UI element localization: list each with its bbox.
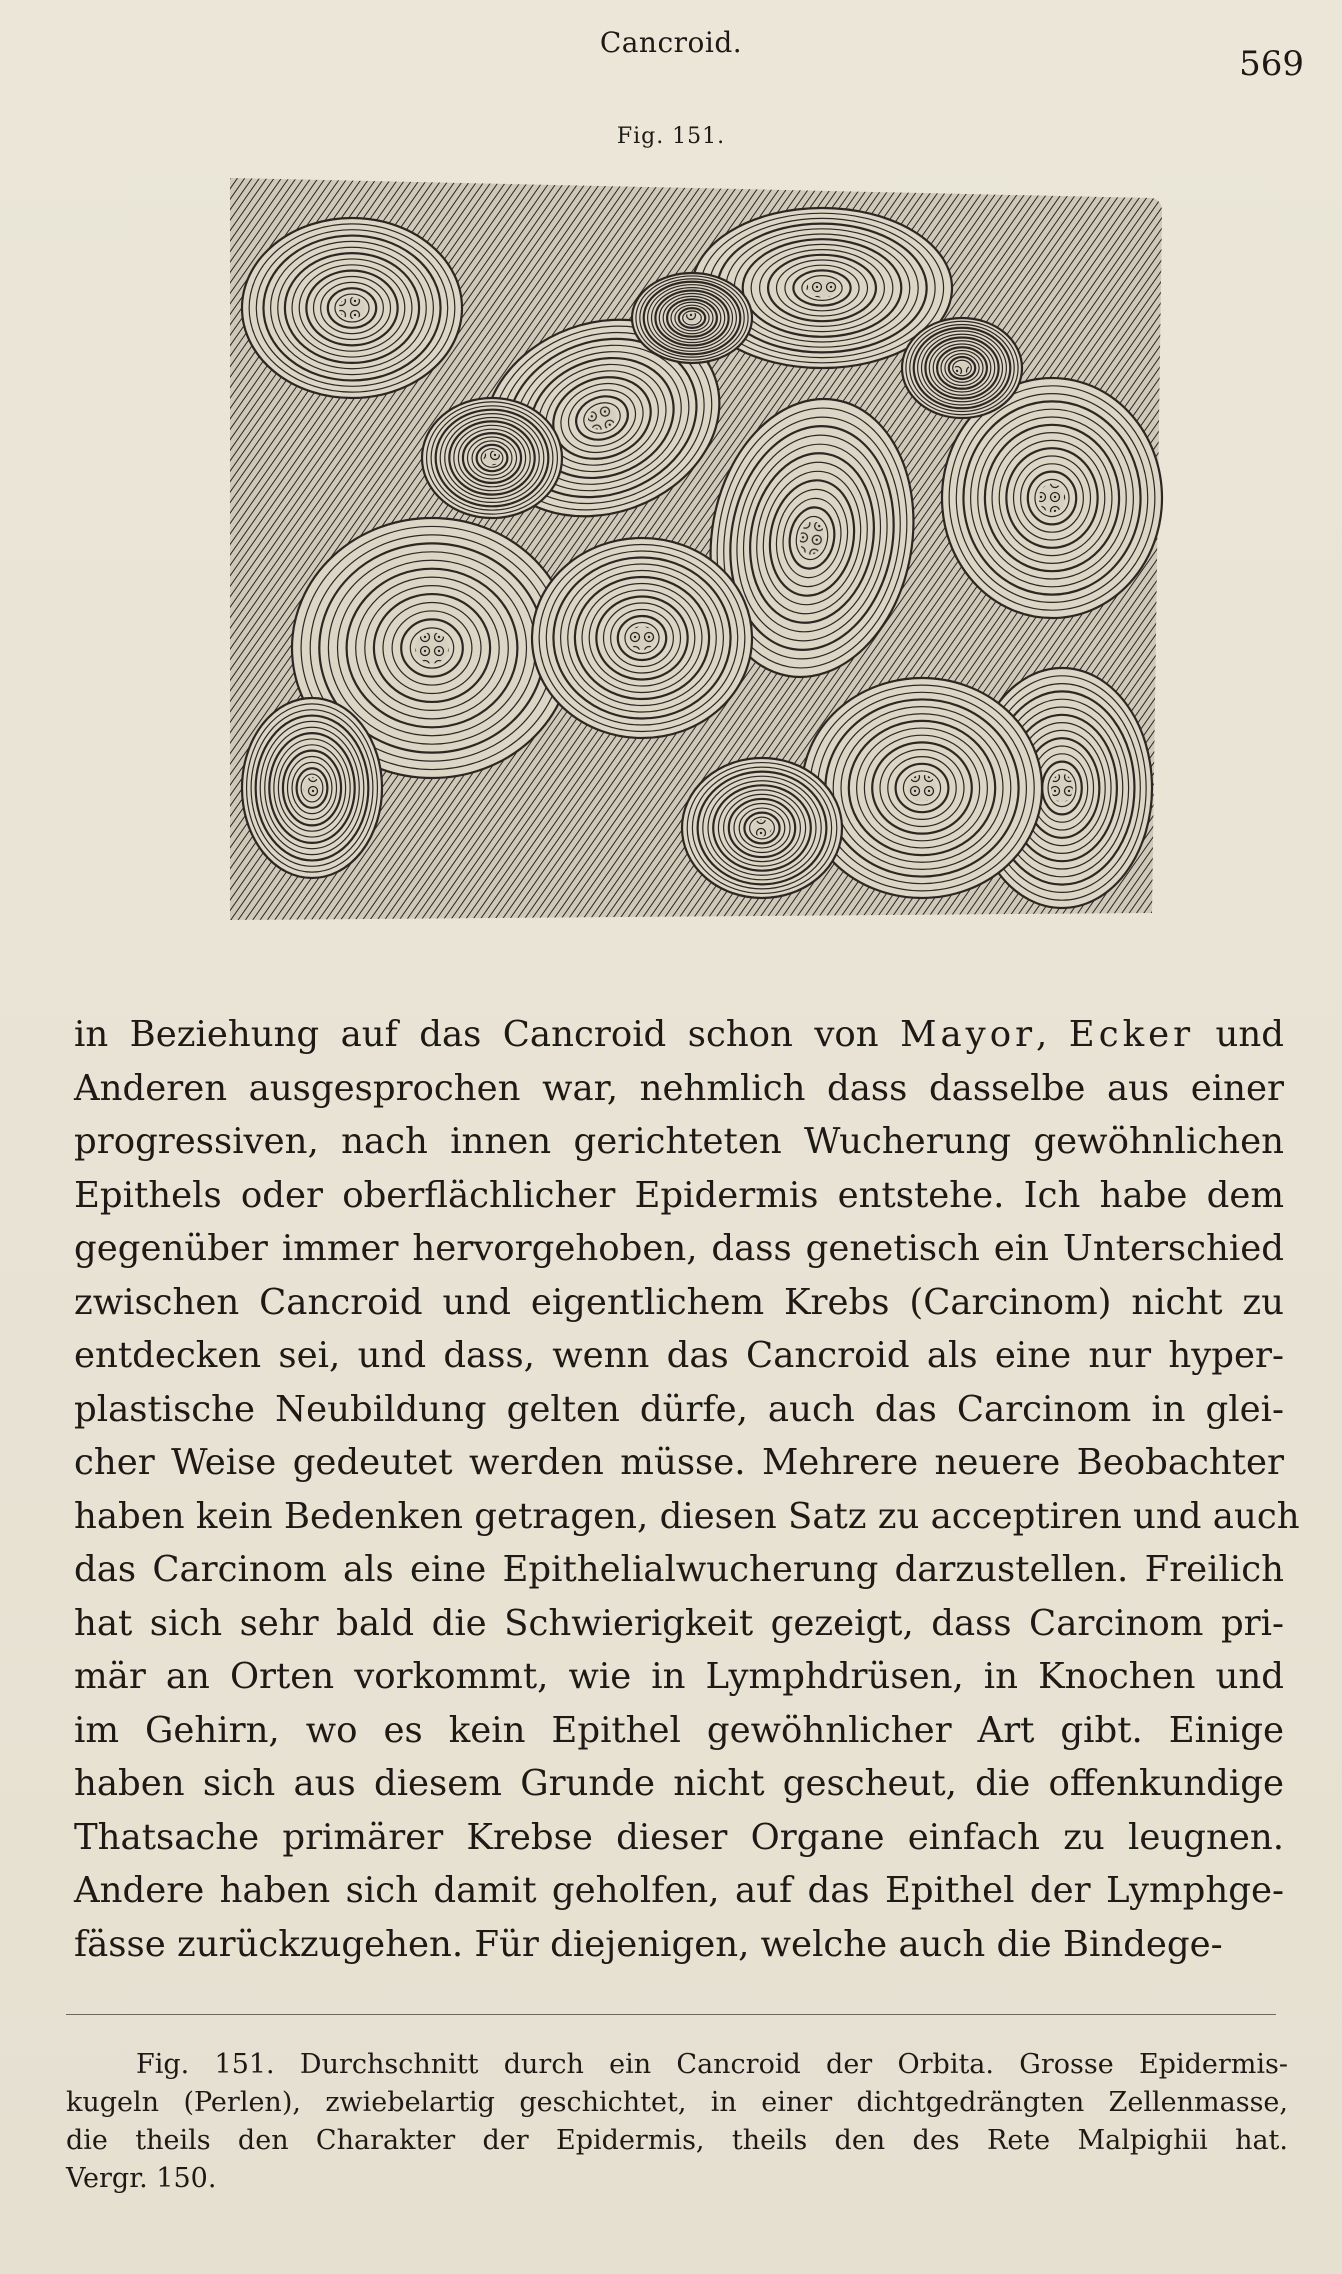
body-line xyxy=(74,1062,1284,1116)
body-line xyxy=(74,1490,1300,1544)
body-text-segment: hat sich sehr bald die Schwierigkeit gezeigt, dass Carcinom pri- xyxy=(74,1602,1284,1644)
body-text-segment: mär an Orten vorkommt, wie in Lymphdrüsen, in Knochen und xyxy=(74,1656,1284,1697)
footnote-rule xyxy=(66,2014,1276,2015)
body-text-segment: das Carcinom als eine Epithelialwucherung darzustellen. Freilich xyxy=(74,1549,1284,1590)
body-line xyxy=(74,1222,1284,1276)
body-line xyxy=(74,1757,1284,1811)
body-text-segment: im Gehirn, wo es kein Epithel gewöhnlicher Art gibt. Einige xyxy=(74,1709,1284,1751)
figure-caption xyxy=(66,2046,1288,2198)
body-text-segment: fässe zurückzugehen. Für diejenigen, welche auch die Bindege- xyxy=(74,1923,1223,1965)
caption-line: die theils den Charakter der Epidermis, theils den des Rete Malpighii hat. xyxy=(66,2125,1288,2156)
body-line xyxy=(74,1115,1284,1169)
body-text-segment: gegenüber immer hervorgehoben, dass genetisch ein Unterschied xyxy=(74,1228,1284,1269)
body-line xyxy=(74,1864,1284,1918)
body-text-segment: Epithels oder oberflächlicher Epidermis entstehe. Ich habe dem xyxy=(74,1174,1284,1216)
body-text-segment: progressiven, nach innen gerichteten Wucherung gewöhnlichen xyxy=(74,1121,1284,1162)
body-line xyxy=(74,1329,1284,1383)
body-text-segment: in Beziehung auf das Cancroid schon von xyxy=(74,1014,901,1055)
histology-engraving xyxy=(222,168,1168,930)
body-text xyxy=(74,1008,1300,1971)
body-line xyxy=(74,1276,1284,1330)
figure-label: Fig. 151. xyxy=(616,124,726,149)
body-text-segment: Andere haben sich damit geholfen, auf das Epithel der Lymphge- xyxy=(74,1870,1284,1911)
body-text-segment: Anderen ausgesprochen war, nehmlich dass dasselbe aus einer xyxy=(74,1067,1284,1109)
body-line xyxy=(74,1169,1284,1223)
body-text-segment: haben sich aus diesem Grunde nicht gescheut, die offenkundige xyxy=(74,1763,1284,1804)
body-line xyxy=(74,1811,1284,1865)
body-line xyxy=(74,1383,1284,1437)
caption-line: kugeln (Perlen), zwiebelartig geschichtet, in einer dichtgedrängten Zellenmasse, xyxy=(66,2087,1288,2118)
body-line xyxy=(74,1008,1284,1062)
body-text-segment: Ecker xyxy=(1068,1014,1195,1055)
body-text-segment: cher Weise gedeutet werden müsse. Mehrere neuere Beobachter xyxy=(74,1442,1284,1483)
body-text-segment: Thatsache primärer Krebse dieser Organe einfach zu leugnen. xyxy=(74,1816,1284,1858)
body-text-segment: haben kein Bedenken getragen, diesen Satz zu acceptiren und auch xyxy=(74,1495,1300,1537)
engraving-image xyxy=(222,168,1168,930)
caption-line: Fig. 151. Durchschnitt durch ein Cancroid der Orbita. Grosse Epidermis- xyxy=(136,2049,1288,2080)
body-line xyxy=(74,1704,1284,1758)
page-number: 569 xyxy=(1239,44,1304,84)
body-text-segment: Mayor xyxy=(900,1014,1037,1055)
body-text-segment: entdecken sei, und dass, wenn das Cancroid als eine nur hyper- xyxy=(74,1335,1284,1376)
body-text-segment: , xyxy=(1036,1014,1069,1055)
running-title: Cancroid. xyxy=(599,26,743,59)
body-line xyxy=(74,1543,1284,1597)
body-text-segment: und xyxy=(1194,1014,1284,1055)
body-line xyxy=(74,1650,1284,1704)
body-text-segment: plastische Neubildung gelten dürfe, auch das Carcinom in glei- xyxy=(74,1388,1284,1430)
body-line xyxy=(74,1918,1284,1972)
caption-line: Vergr. 150. xyxy=(66,2163,217,2194)
body-line xyxy=(74,1597,1284,1651)
body-text-segment: zwischen Cancroid und eigentlichem Krebs (Carcinom) nicht zu xyxy=(74,1281,1284,1323)
body-line xyxy=(74,1436,1284,1490)
